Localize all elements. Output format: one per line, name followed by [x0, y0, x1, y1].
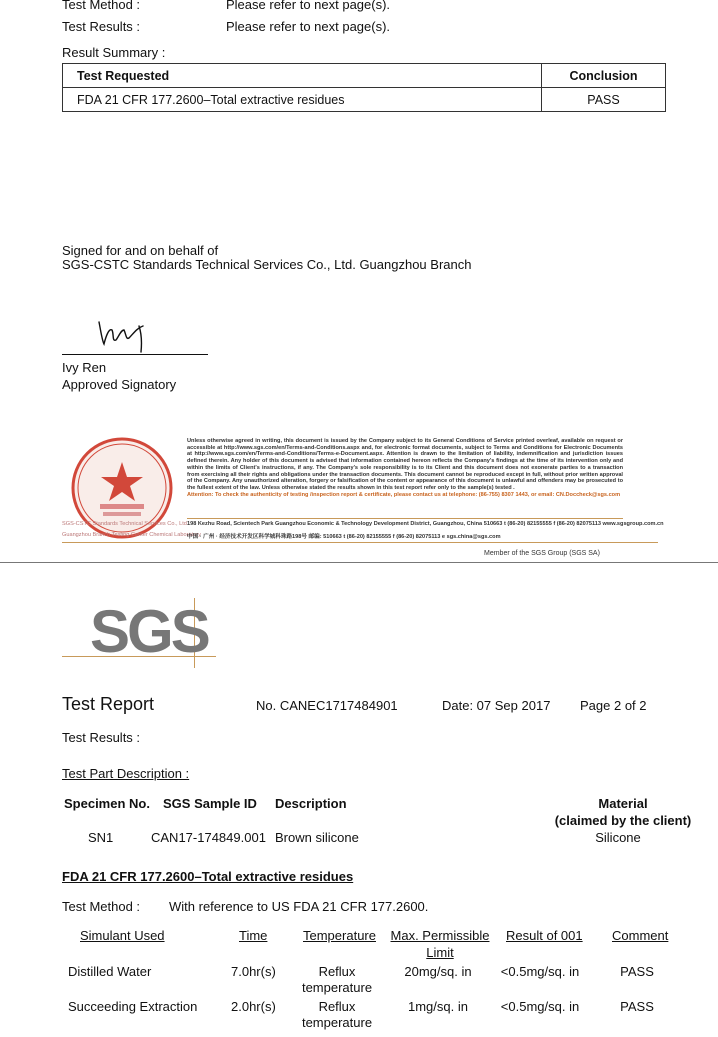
table-row	[63, 88, 666, 112]
row2-time: 2.0hr(s)	[231, 999, 276, 1014]
page-number: Page 2 of 2	[580, 698, 647, 713]
row1-time: 7.0hr(s)	[231, 964, 276, 979]
footer-rule-2	[62, 542, 658, 543]
row2-comment: PASS	[620, 999, 654, 1014]
row1-comment: PASS	[620, 964, 654, 979]
p2-test-results-label: Test Results :	[62, 730, 141, 745]
row1-simulant: Distilled Water	[68, 964, 152, 979]
sgs-logo	[62, 598, 216, 668]
row2-simulant: Succeeding Extraction	[68, 999, 198, 1014]
signatory-name: Ivy Ren	[62, 360, 107, 375]
header-result: Result of 001	[506, 928, 583, 943]
test-method-value: Please refer to next page(s).	[226, 0, 391, 12]
header-max-limit-2: Limit	[426, 945, 454, 960]
row1-temp: Reflux	[318, 964, 356, 979]
specimen-description: Brown silicone	[275, 830, 359, 845]
row2-result: <0.5mg/sq. in	[500, 999, 580, 1014]
header-simulant: Simulant Used	[80, 928, 165, 943]
section-title: FDA 21 CFR 177.2600–Total extractive residues	[62, 869, 354, 884]
authenticity-notice: Attention: To check the authenticity of testing /inspection report & certificate, please contact us at telephone: (86-755) 8307 1443, or email: CN.Doccheck@sgs.com	[187, 491, 621, 498]
p2-test-method-label: Test Method :	[62, 899, 141, 914]
report-date: Date: 07 Sep 2017	[442, 698, 551, 713]
specimen-sample-id: CAN17-174849.001	[151, 830, 266, 845]
header-description: Description	[275, 796, 347, 811]
legal-disclaimer	[187, 438, 623, 498]
sgs-member-line: Member of the SGS Group (SGS SA)	[484, 550, 600, 557]
header-temperature: Temperature	[303, 928, 376, 943]
signatory-title: Approved Signatory	[62, 377, 177, 392]
header-time: Time	[239, 928, 268, 943]
specimen-no: SN1	[88, 830, 114, 845]
row2-temp-2: temperature	[301, 1015, 373, 1030]
row2-temp: Reflux	[318, 999, 356, 1014]
seal-caption-1: SGS-CSTC Standards Technical Services Co., Ltd.	[62, 521, 189, 527]
header-conclusion: Conclusion	[542, 64, 666, 88]
header-material-sub: (claimed by the client)	[554, 813, 692, 828]
cell-conclusion: PASS	[542, 88, 666, 112]
report-title: Test Report	[62, 694, 155, 714]
table-header-row	[63, 64, 666, 88]
test-results-label: Test Results :	[62, 19, 141, 34]
signature-line	[62, 354, 208, 355]
report-number: No. CANEC1717484901	[256, 698, 398, 713]
test-part-description-label: Test Part Description :	[62, 766, 190, 781]
signed-line-1: Signed for and on behalf of	[62, 243, 219, 258]
seal-caption-2: Guangzhou Branch Testing Center Chemical Laboratory	[62, 532, 201, 538]
row2-limit: 1mg/sq. in	[408, 999, 468, 1014]
row1-limit: 20mg/sq. in	[404, 964, 472, 979]
row1-temp-2: temperature	[301, 980, 373, 995]
page-divider	[0, 562, 718, 563]
result-summary-label: Result Summary :	[62, 45, 166, 60]
header-specimen-no: Specimen No.	[64, 796, 150, 811]
result-summary-table	[62, 63, 666, 112]
address-chinese: 中国 · 广州 · 经济技术开发区科学城科珠路198号 邮编: 510663 t (86-20) 82155555 f (86-20) 82075113 e sgs.china@sgs.com	[187, 534, 501, 540]
signed-line-2: SGS-CSTC Standards Technical Services Co., Ltd. Guangzhou Branch	[62, 257, 472, 272]
header-sample-id: SGS Sample ID	[163, 796, 257, 811]
header-comment: Comment	[612, 928, 669, 943]
header-material: Material	[598, 796, 648, 811]
signature-image	[95, 318, 155, 354]
row1-result: <0.5mg/sq. in	[500, 964, 580, 979]
address-english: 198 Kezhu Road, Scientech Park Guangzhou Economic & Technology Development District, Guangzhou, China 510663 t (86-20) 82155555 f (86-20) 82075113 www.sgsgroup.com.cn	[187, 521, 664, 527]
sgs-logo-text: SGS	[90, 598, 208, 665]
test-results-value: Please refer to next page(s).	[226, 19, 391, 34]
test-method-label: Test Method :	[62, 0, 141, 12]
header-test-requested: Test Requested	[63, 64, 542, 88]
specimen-material: Silicone	[595, 830, 641, 845]
disclaimer-text: Unless otherwise agreed in writing, this document is issued by the Company subject to its General Conditions of Service printed overleaf, available on request or accessible at http://www.sgs.com/en/Terms-and-Conditions.aspx and, for electronic format documents, subject to Terms and Conditions for Electronic Documents at http://www.sgs.com/en/Terms-and-Conditions/Terms-e-Document.aspx. Attention is drawn to the limitation of liability, indemnification and jurisdiction issues defined therein. Any holder of this document is advised that information contained hereon reflects the Company's findings at the time of its intervention only and within the limits of Client's instructions, if any. The Company's sole responsibility is to its Client and this document does not exonerate parties to a transaction from exercising all their rights and obligations under the transaction documents. This document cannot be reproduced except in full, without prior written approval of the Company. Any unauthorized alteration, forgery or falsification of the content or appearance of this document is unlawful and offenders may be prosecuted to the fullest extent of the law. Unless otherwise stated the results shown in this test report refer only to the sample(s) tested .	[187, 438, 623, 491]
p2-test-method-value: With reference to US FDA 21 CFR 177.2600.	[169, 899, 429, 914]
footer-rule-1	[187, 518, 623, 519]
cell-test-requested: FDA 21 CFR 177.2600–Total extractive residues	[63, 88, 542, 112]
header-max-limit: Max. Permissible	[390, 928, 490, 943]
